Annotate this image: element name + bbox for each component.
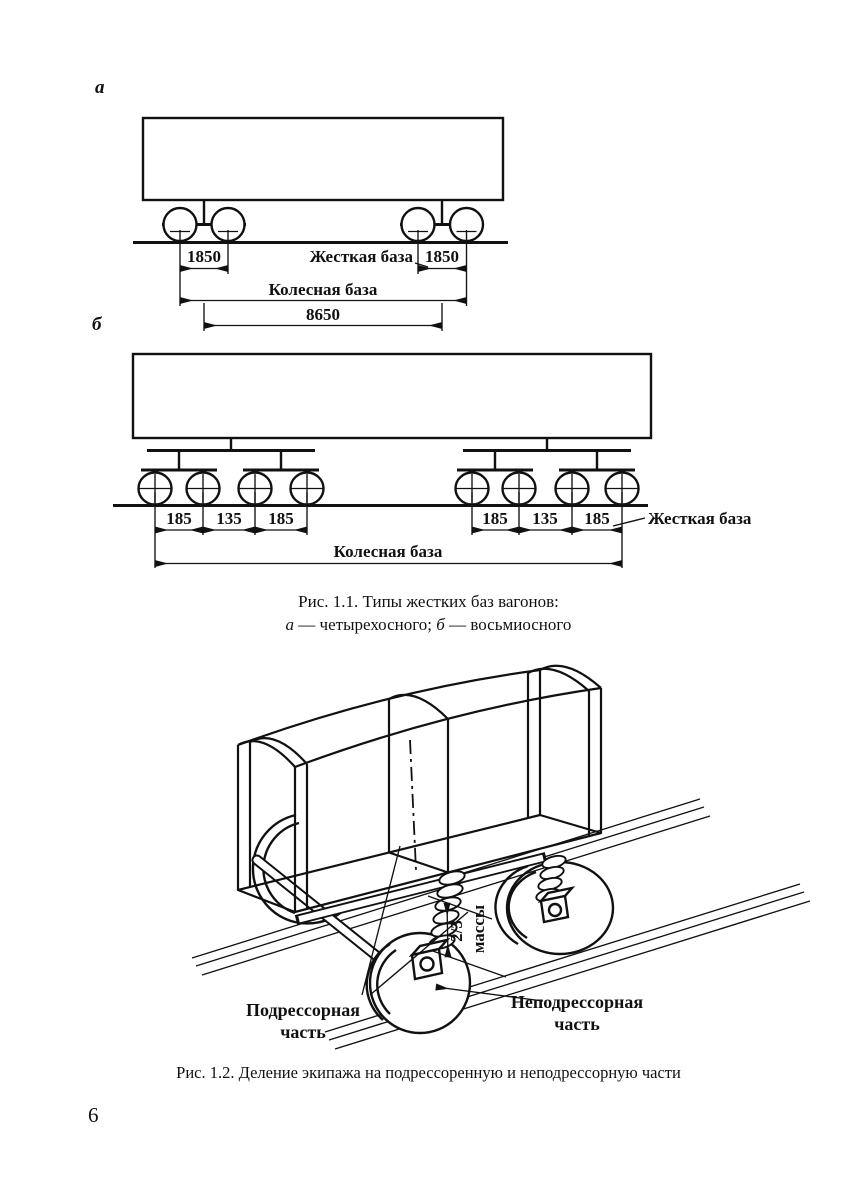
mass-dimension-unit: массы [469, 904, 488, 954]
figure-1-2-drawing [192, 666, 810, 1049]
dim-b4: 185 [482, 509, 508, 528]
dim-b1: 185 [166, 509, 192, 528]
dim-b2: 135 [216, 509, 242, 528]
wheel-base-label-a: Колесная база [268, 280, 378, 299]
centerline-dashdot [410, 740, 416, 870]
rigid-base-label-a: Жесткая база [309, 247, 413, 266]
wagon-body-b [133, 354, 651, 438]
rigid-base-leader-b [613, 518, 645, 526]
dim-text-right-1850: 1850 [425, 247, 459, 266]
dim-b5: 135 [532, 509, 558, 528]
caption-item-b-text: — восьмиосного [444, 615, 572, 634]
sprung-part-label-line2: часть [280, 1022, 326, 1042]
wheel-base-label-b: Колесная база [333, 542, 443, 561]
sub-bogie-posts [179, 450, 597, 470]
caption-item-a-label: а [285, 615, 295, 634]
page-number: 6 [88, 1103, 99, 1127]
sprung-part-label-line1: Подрессорная [246, 1000, 360, 1020]
unsprung-part-label-line2: часть [554, 1014, 600, 1034]
dim-b6: 185 [584, 509, 610, 528]
wheels-b [139, 473, 639, 505]
wagon-body-a [143, 118, 503, 200]
unsprung-part-label-line1: Неподрессорная [510, 992, 644, 1012]
rigid-base-label-b: Жесткая база [648, 509, 752, 528]
figure-1-1-caption [0, 590, 857, 636]
panel-b-label: б [92, 314, 102, 335]
mass-dimension-value: 2/3 [447, 920, 466, 942]
caption-item-a-text: — четырехосного; [294, 615, 437, 634]
figure-1-1-panel-b [113, 354, 752, 568]
wheels-a [164, 208, 484, 241]
caption-item-b-label: б [436, 615, 445, 634]
figure-1-1-panel-a [133, 118, 508, 331]
dim-text-left-1850: 1850 [187, 247, 221, 266]
panel-a-label: а [95, 77, 105, 98]
figure-1-1-caption-line1: Рис. 1.1. Типы жестких баз вагонов: [298, 592, 559, 611]
figure-1-1-caption-line2 [0, 613, 857, 636]
figure-1-2-caption: Рис. 1.2. Деление экипажа на подрессоренную и неподрессорную части [176, 1063, 681, 1082]
dim-b3: 185 [268, 509, 294, 528]
dim-text-8650: 8650 [306, 305, 340, 324]
